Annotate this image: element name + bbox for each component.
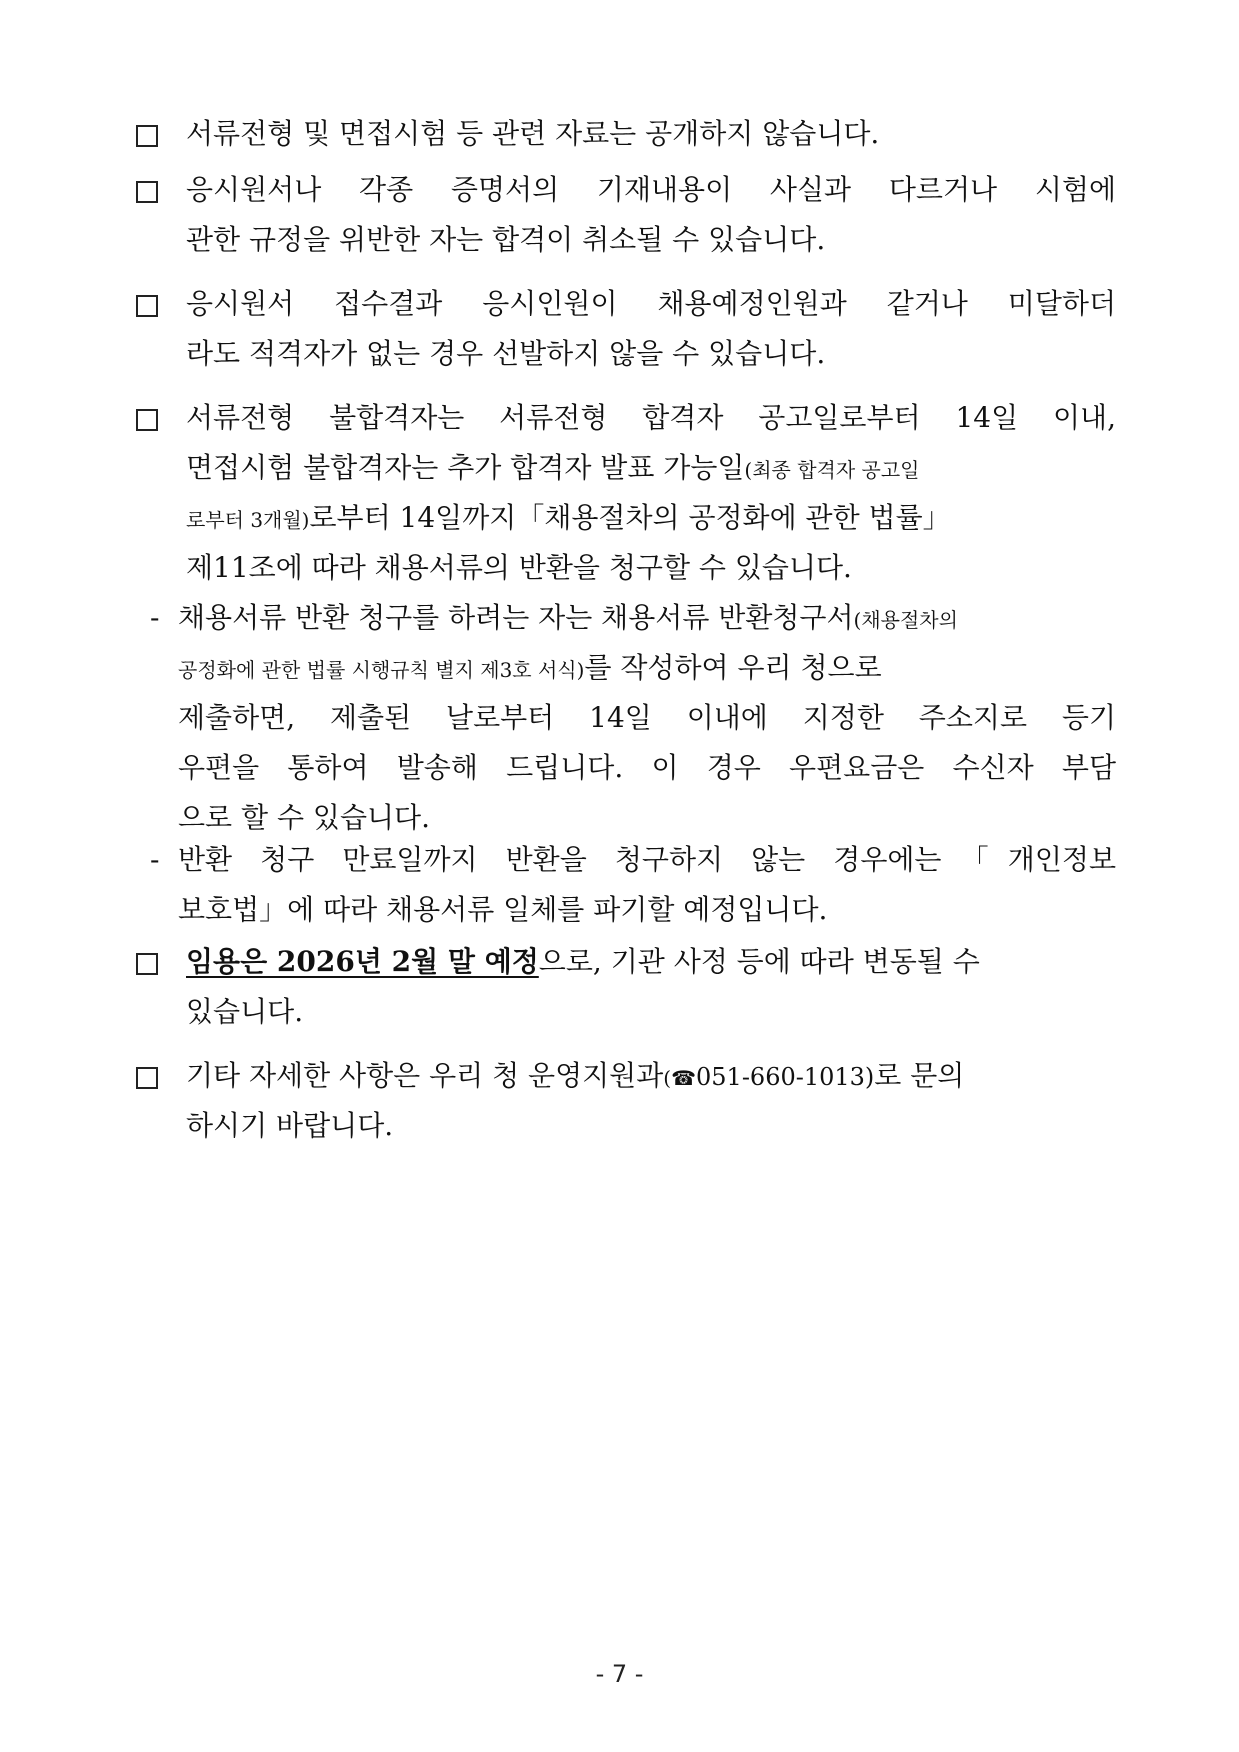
notice-text: 채용서류 반환 청구를 하려는 자는 채용서류 반환청구서 (178, 601, 854, 634)
notice-text-line (178, 650, 1116, 688)
notice-text: 응시원서나 각종 증명서의 기재내용이 사실과 다르거나 시험에 (186, 173, 1116, 206)
checkbox-square-icon (136, 295, 158, 317)
notice-text: 으로 할 수 있습니다. (178, 801, 430, 834)
notice-text: 제출하면, 제출된 날로부터 14일 이내에 지정한 주소지로 등기 (178, 701, 1116, 734)
checkbox-square-icon (136, 953, 158, 975)
dash-bullet: - (150, 601, 160, 634)
notice-text: 서류전형 불합격자는 서류전형 합격자 공고일로부터 14일 이내, (186, 401, 1116, 434)
checkbox-square-icon (136, 409, 158, 431)
notice-text: 있습니다. (186, 995, 304, 1028)
notice-text: 보호법」에 따라 채용서류 일체를 파기할 예정입니다. (178, 893, 828, 926)
notice-text: 관한 규정을 위반한 자는 합격이 취소될 수 있습니다. (186, 223, 826, 256)
appointment-date-highlight: 임용은 2026년 2월 말 예정 (186, 945, 539, 978)
notice-text: 으로, 기관 사정 등에 따라 변동될 수 (538, 945, 980, 978)
notice-text-line (186, 1058, 1116, 1096)
page-number: - 7 - (595, 1660, 644, 1688)
dash-bullet: - (150, 843, 160, 876)
paren-open: ( (663, 1066, 672, 1090)
notice-text: 응시원서 접수결과 응시인원이 채용예정인원과 같거나 미달하더 (186, 287, 1116, 320)
notice-text: 우편을 통하여 발송해 드립니다. 이 경우 우편요금은 수신자 부담 (178, 751, 1116, 784)
notice-text: 로 문의 (874, 1059, 965, 1092)
notice-text-line (178, 600, 1116, 638)
notice-text-line (186, 450, 1116, 488)
notice-text: 반환 청구 만료일까지 반환을 청구하지 않는 경우에는「개인정보 (178, 843, 1116, 876)
notice-text-line (186, 500, 1116, 538)
notice-text: 면접시험 불합격자는 추가 합격자 발표 가능일 (186, 451, 745, 484)
notice-text: 제11조에 따라 채용서류의 반환을 청구할 수 있습니다. (186, 551, 852, 584)
checkbox-square-icon (136, 125, 158, 147)
phone-icon: ☎ (671, 1066, 697, 1090)
notice-note: (채용절차의 (853, 608, 958, 632)
phone-number: 051-660-1013) (696, 1063, 875, 1091)
notice-note: 로부터 3개월) (186, 508, 310, 532)
notice-text: 라도 적격자가 없는 경우 선발하지 않을 수 있습니다. (186, 337, 826, 370)
checkbox-square-icon (136, 1067, 158, 1089)
notice-text: 를 작성하여 우리 청으로 (584, 651, 882, 684)
notice-text: 하시기 바랍니다. (186, 1109, 394, 1142)
notice-text: 서류전형 및 면접시험 등 관련 자료는 공개하지 않습니다. (186, 117, 880, 150)
notice-note: (최종 합격자 공고일 (744, 458, 920, 482)
notice-text-line (186, 944, 1116, 980)
notice-text: 기타 자세한 사항은 우리 청 운영지원과 (186, 1059, 664, 1092)
notice-note: 공정화에 관한 법률 시행규칙 별지 제3호 서식) (178, 658, 585, 682)
notice-text: 로부터 14일까지「채용절차의 공정화에 관한 법률」 (309, 501, 951, 534)
checkbox-square-icon (136, 181, 158, 203)
